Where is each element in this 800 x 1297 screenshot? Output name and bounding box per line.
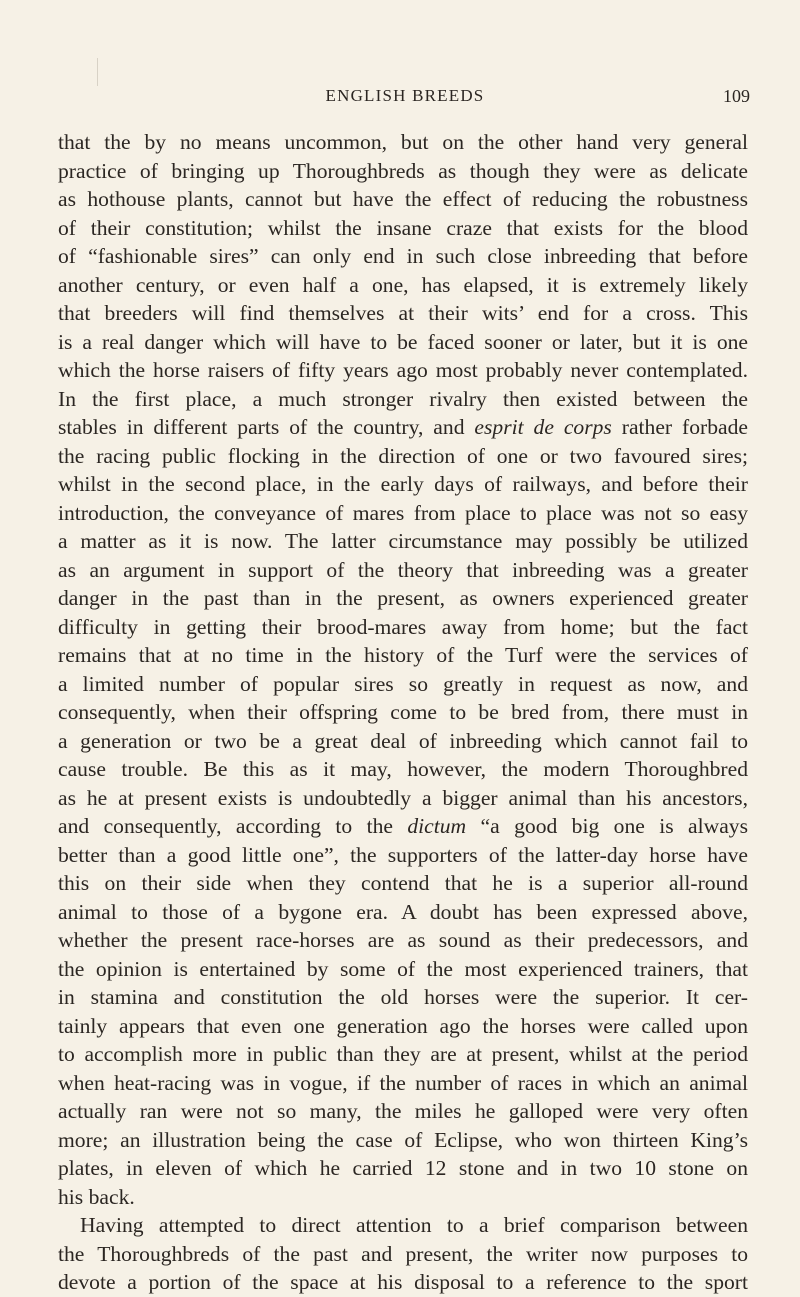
text-line: of their constitution; whilst the insane craze that exists for the blood: [58, 215, 748, 240]
text-line: whether the present race-horses are as sound as their predecessors, and: [58, 928, 748, 952]
paragraph: [58, 128, 748, 1211]
text-line: devote a portion of the space at his disposal to a reference to the sport: [58, 1270, 748, 1294]
text-line: more; an illustration being the case of Eclipse, who won thirteen King’s: [58, 1127, 748, 1152]
text-line: difficulty in getting their brood-mares away from home; but the fact: [58, 614, 748, 639]
text-line: Having attempted to direct attention to a brief comparison between: [80, 1213, 748, 1237]
text-line: practice of bringing up Thoroughbreds as though they were as delicate: [58, 158, 748, 183]
text-line: that the by no means uncommon, but on the other hand very general: [58, 130, 748, 154]
text-line: plates, in eleven of which he carried 12 stone and in two 10 stone on: [58, 1156, 748, 1180]
text-line: tainly appears that even one generation ago the horses were called upon: [58, 1013, 748, 1038]
text-line: in stamina and constitution the old horses were the superior. It cer-: [58, 985, 748, 1009]
text-line: stables in different parts of the country, and esprit de corps rather forbade: [58, 415, 748, 439]
text-line: a limited number of popular sires so greatly in request as now, and: [58, 671, 748, 696]
text-line: the Thoroughbreds of the past and present, the writer now purposes to: [58, 1241, 748, 1266]
page-header: [60, 86, 750, 110]
running-head: ENGLISH BREEDS: [325, 86, 485, 105]
text-line: remains that at no time in the history of the Turf were the services of: [58, 643, 748, 667]
text-line: as he at present exists is undoubtedly a bigger animal than his ancestors,: [58, 785, 748, 810]
text-line: when heat-racing was in vogue, if the number of races in which an animal: [58, 1070, 748, 1095]
text-line: that breeders will find themselves at their wits’ end for a cross. This: [58, 301, 748, 325]
text-line: danger in the past than in the present, as owners experienced greater: [58, 586, 748, 610]
text-line: of “fashionable sires” can only end in such close inbreeding that before: [58, 244, 748, 268]
text-line: as hothouse plants, cannot but have the effect of reducing the robustness: [58, 187, 748, 211]
text-line: the racing public flocking in the direction of one or two favoured sires;: [58, 443, 748, 468]
text-line: to accomplish more in public than they are at present, whilst at the period: [58, 1042, 748, 1066]
text-line: this on their side when they contend that he is a superior all-round: [58, 871, 748, 895]
text-line: animal to those of a bygone era. A doubt has been expressed above,: [58, 899, 748, 924]
text-line: a matter as it is now. The latter circumstance may possibly be utilized: [58, 529, 748, 553]
text-line: which the horse raisers of fifty years ago most probably never contemplated.: [58, 358, 748, 382]
scan-crease-mark: [97, 58, 98, 86]
text-line: another century, or even half a one, has elapsed, it is extremely likely: [58, 272, 748, 297]
page-number: 109: [723, 86, 750, 106]
text-line: cause trouble. Be this as it may, however, the modern Thoroughbred: [58, 757, 748, 781]
paragraph: [58, 1211, 748, 1297]
text-line: the opinion is entertained by some of the most experienced trainers, that: [58, 956, 748, 981]
text-line: introduction, the conveyance of mares from place to place was not so easy: [58, 500, 748, 525]
text-line: his back.: [58, 1184, 135, 1209]
text-line: consequently, when their offspring come to be bred from, there must in: [58, 700, 748, 724]
body-text: [58, 128, 748, 1297]
text-line: a generation or two be a great deal of inbreeding which cannot fail to: [58, 728, 748, 753]
text-line: In the first place, a much stronger rivalry then existed between the: [58, 386, 748, 411]
text-line: better than a good little one”, the supporters of the latter-day horse have: [58, 842, 748, 867]
text-line: whilst in the second place, in the early days of railways, and before their: [58, 472, 748, 496]
text-line: is a real danger which will have to be faced sooner or later, but it is one: [58, 329, 748, 354]
text-line: as an argument in support of the theory that inbreeding was a greater: [58, 557, 748, 582]
text-line: and consequently, according to the dictum “a good big one is always: [58, 814, 748, 838]
text-line: actually ran were not so many, the miles he galloped were very often: [58, 1099, 748, 1123]
